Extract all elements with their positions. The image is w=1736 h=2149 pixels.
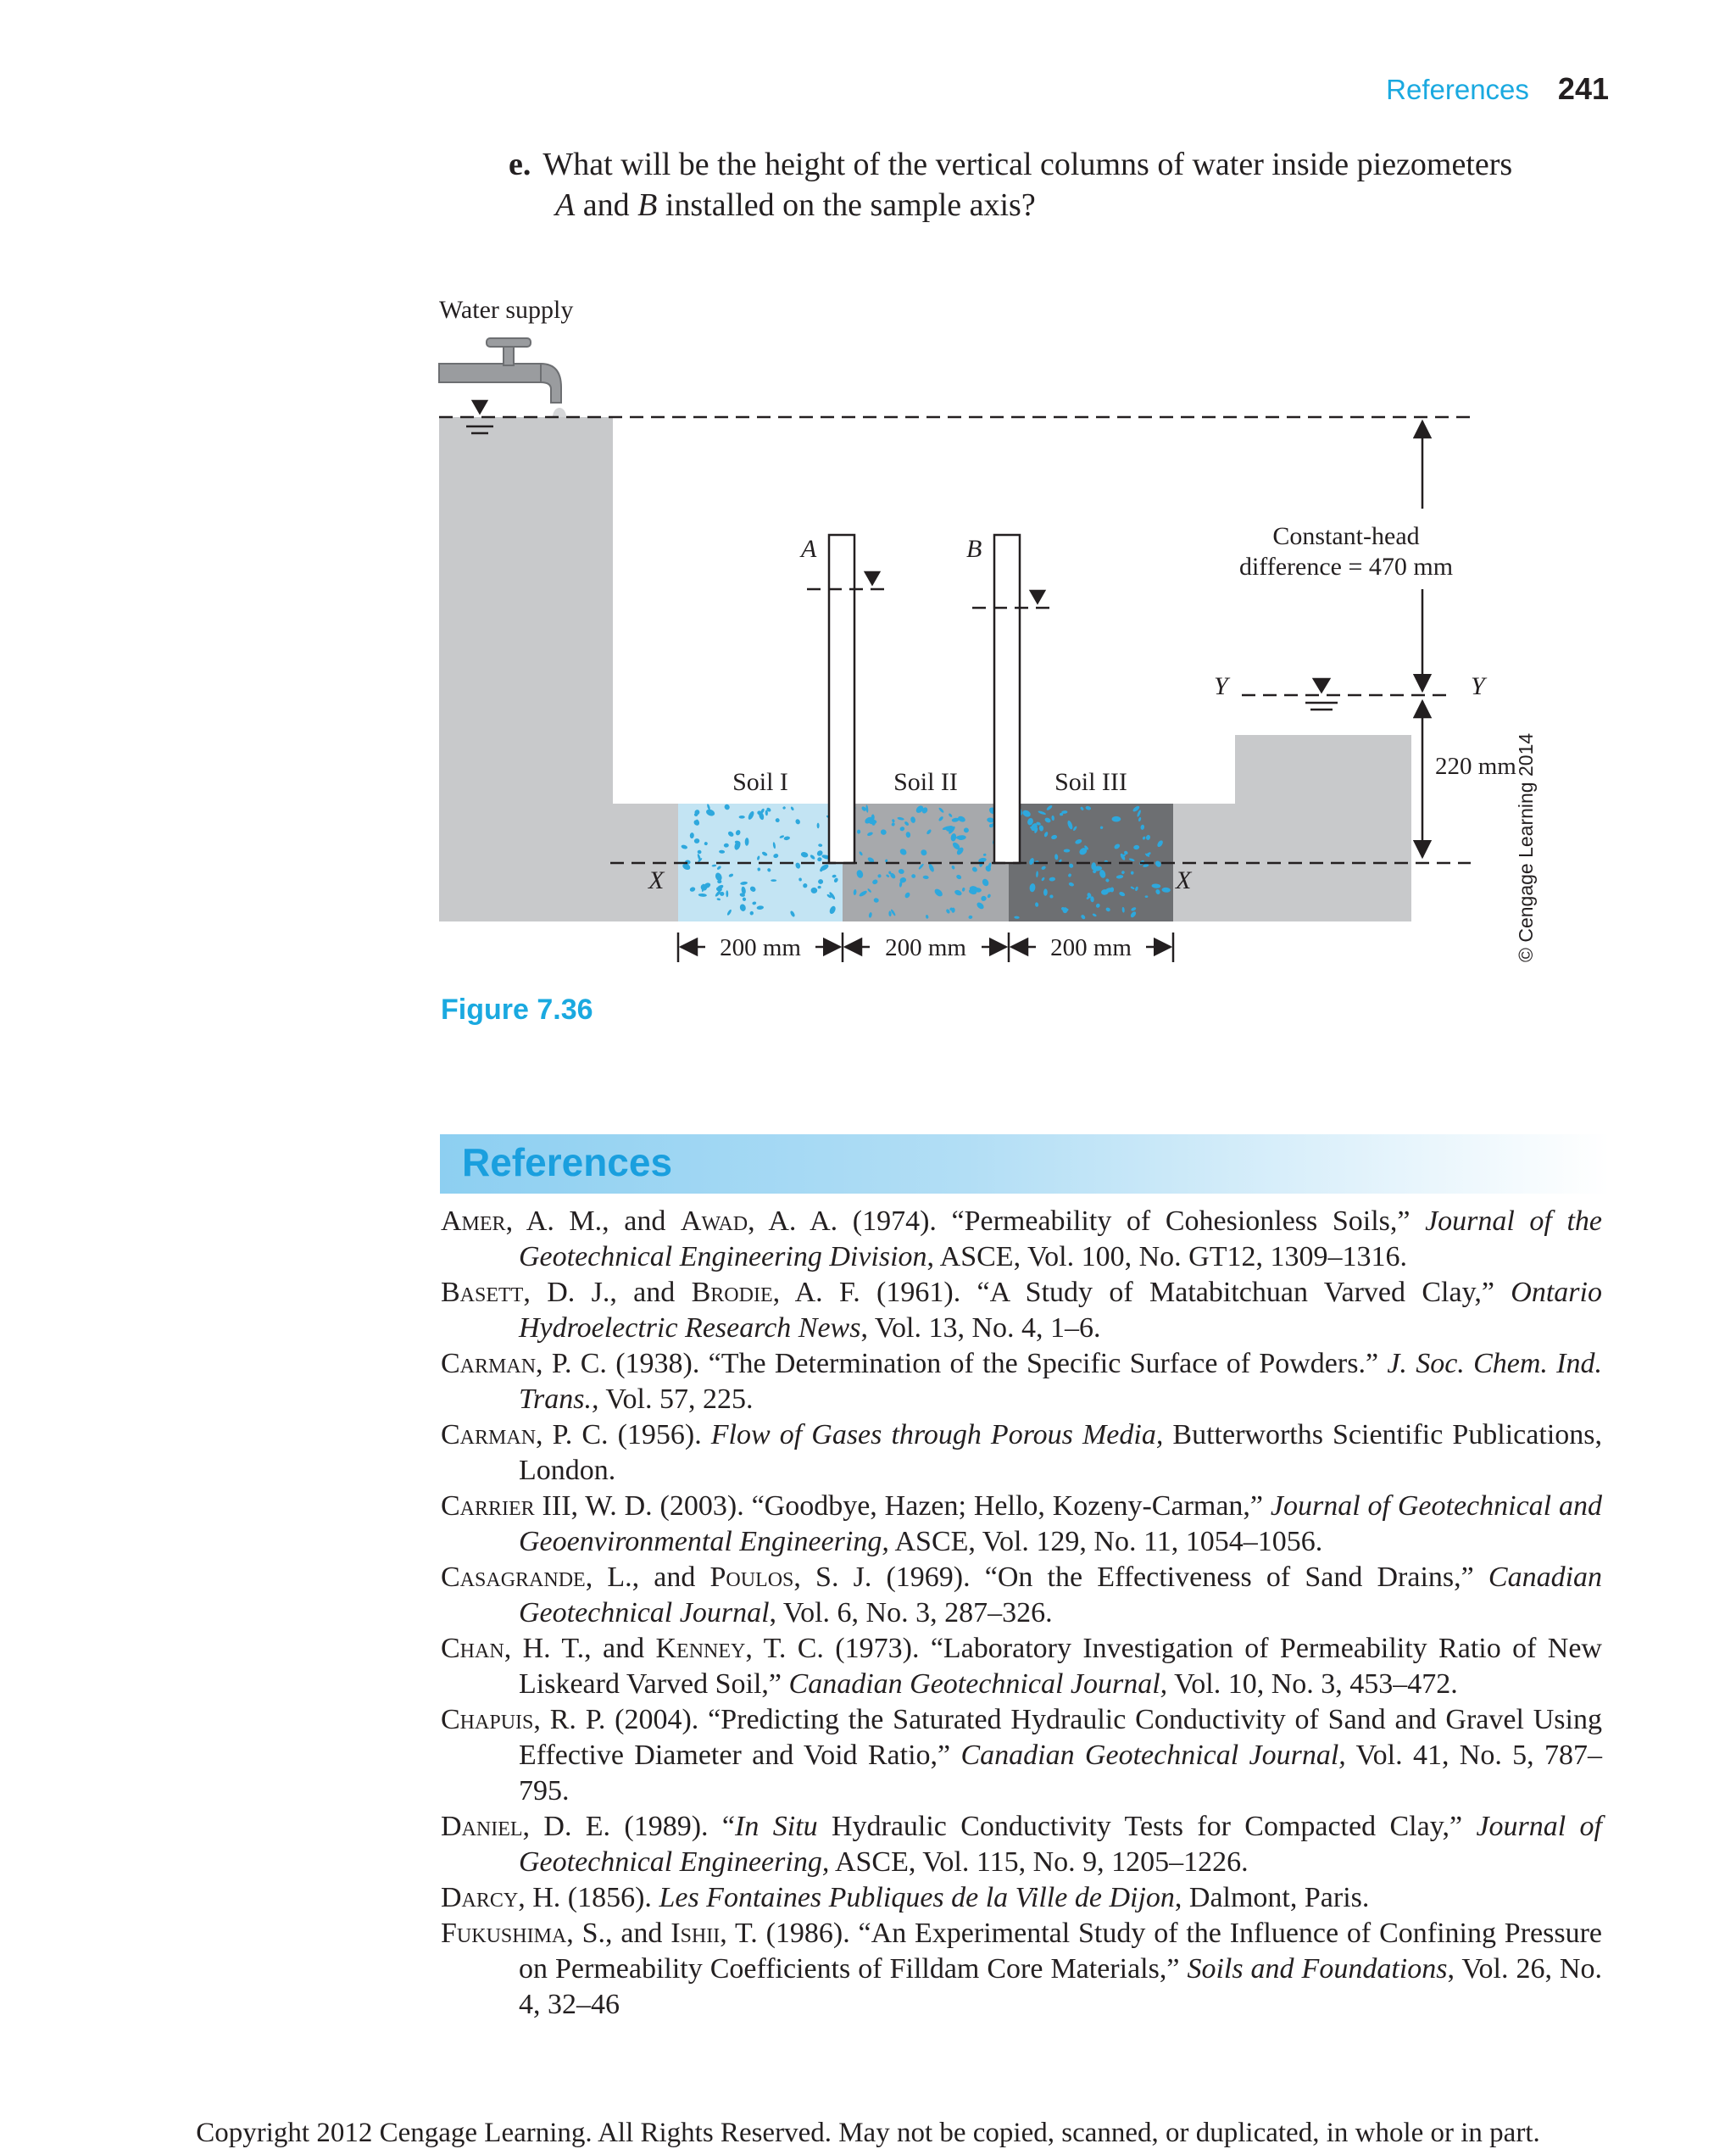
reference-tail: Vol. 10, No. 3, 453–472. [1167,1668,1458,1700]
reference-italic: Canadian Geotechnical Journal, [960,1740,1346,1771]
reference-author2: Ishii [670,1918,721,1949]
reference-rest2: , S. J. (1969). “On the Effectiveness of Sand Drains,” [793,1562,1488,1593]
reference-author2: Kenney [655,1633,746,1664]
reference-tail: ASCE, Vol. 129, No. 11, 1054–1056. [888,1526,1323,1557]
reference-rest1: , S., and [566,1918,671,1949]
water-supply-label: Water supply [439,296,574,324]
reference-author: Casagrande [441,1562,586,1593]
reference-italic: Journal of Geotechnical and Geoenvironmental Engineering, [519,1490,1602,1557]
reference-tail: , Vol. 26, No. 4, 32–46 [519,1953,1602,2020]
piezometer-a-label: A [801,535,817,563]
reference-rest1: , D. J., and [523,1277,692,1308]
reference-item [441,1560,1602,1631]
reference-tail: , ASCE, Vol. 100, No. GT12, 1309–1316. [926,1241,1407,1272]
reference-tail: , Dalmont, Paris. [1174,1882,1370,1913]
reference-rest2: , A. F. (1961). “A Study of Matabitchuan Varved Clay,” [772,1277,1511,1308]
reference-tail: Vol. 41, No. 5, 787–795. [519,1740,1602,1807]
reference-item [441,1809,1602,1880]
reference-rest1: , R. P. (2004). “Predicting the Saturated Hydraulic Conductivity of Sand and Gravel Using Effective Diameter and Void Ratio,” [519,1704,1602,1771]
soil-grain [771,879,776,882]
reference-author2: Awad [680,1205,748,1237]
reference-author: Darcy [441,1882,519,1913]
section-title: References [1386,74,1529,105]
piezometer-b-level-icon [1031,591,1044,603]
reference-author: Fukushima [441,1918,567,1949]
faucet-icon [439,338,561,403]
copyright-footer: Copyright 2012 Cengage Learning. All Rights Reserved. May not be copied, scanned, or duplicated, in whole or in part. [196,2118,1540,2148]
reference-item [441,1702,1602,1809]
reference-rest2: , T. C. (1973). “Laboratory Investigation of Permeability Ratio of New Liskeard Varved Soil,” [519,1633,1602,1700]
reference-italic: Journal of the Geotechnical Engineering Division [519,1205,1603,1272]
references-heading-banner [440,1134,1610,1194]
question-line-2: installed on the sample axis? [657,187,1036,223]
piezometer-a-level-icon [865,572,879,584]
reference-tail: , Vol. 6, No. 3, 287–326. [769,1597,1053,1628]
reference-italic: Canadian Geotechnical Journal [519,1562,1603,1628]
piezometer-b-tube [994,535,1020,863]
soil-grain [1112,816,1121,822]
reference-tail: Vol. 57, 225. [598,1383,754,1415]
reference-rest2: , A. A. (1974). “Permeability of Cohesionless Soils,” [748,1205,1426,1237]
head-difference-label-2: difference = 470 mm [1238,553,1454,581]
reference-italic: Ontario Hydroelectric Research News [519,1277,1602,1344]
soil-grain [739,816,745,819]
reference-rest1: , H. (1856). [518,1882,659,1913]
reference-rest2: , T. (1986). “An Experimental Study of the Influence of Confining Pressure on Permeability Coefficients of Filldam Core Materials,” [519,1918,1603,1985]
reference-author: Carman [441,1348,537,1379]
reference-author: Chapuis [441,1704,534,1735]
page-number: 241 [1557,71,1609,106]
permeability-test-diagram [415,284,1636,979]
dimension-soil-ii: 200 mm [885,934,966,961]
reference-author: Daniel [441,1811,523,1842]
reference-rest1: , P. C. (1956). [536,1419,711,1450]
reference-rest1: , P. C. (1938). “The Determination of the Specific Surface of Powders.” [536,1348,1388,1379]
height-220-label: 220 mm [1435,753,1516,780]
reference-list [441,1204,1602,2023]
figure-copyright: © Cengage Learning 2014 [1515,732,1537,962]
reference-tail2: ASCE, Vol. 115, No. 9, 1205–1226. [829,1846,1249,1878]
reference-author: Amer [441,1205,506,1237]
question-line-1: What will be the height of the vertical columns of water inside piezometers [542,147,1513,182]
reference-author2: Brodie [691,1277,773,1308]
reference-author: Chan [441,1633,504,1664]
reference-item [441,1275,1602,1346]
reference-italic: J. Soc. Chem. Ind. Trans., [519,1348,1603,1415]
reference-item [441,1204,1602,1275]
reference-tail: Butterworths Scientific Publications, London. [519,1419,1602,1486]
reference-rest1: , L., and [585,1562,710,1593]
reference-item [441,1916,1602,2023]
reference-author: Basett [441,1277,524,1308]
soil-grain [869,820,877,825]
y-label-left: Y [1214,672,1228,700]
reference-item [441,1417,1602,1489]
running-header [1386,71,1609,107]
reference-rest1: , H. T., and [504,1633,656,1664]
reference-italic: Canadian Geotechnical Journal, [788,1668,1168,1700]
x-label-right: X [1176,866,1192,894]
piezometer-b-ref: B [637,187,658,223]
reference-rest1: III, W. D. (2003). “Goodbye, Hazen; Hello, Kozeny-Carman,” [534,1490,1271,1522]
reference-item [441,1880,1602,1916]
dimension-soil-i: 200 mm [720,934,801,961]
reference-italic: Flow of Gases through Porous Media, [710,1419,1164,1450]
head-difference-label-1: Constant-head [1272,522,1420,550]
reference-item [441,1346,1602,1417]
reference-item [441,1631,1602,1702]
piezometer-b-label: B [966,535,982,563]
figure-caption: Figure 7.36 [441,994,593,1026]
reference-author: Carrier [441,1490,535,1522]
reference-italic: In Situ [735,1811,818,1842]
x-label-left: X [648,866,665,894]
question-e [509,144,1611,225]
reference-author2: Poulos [709,1562,794,1593]
piezometer-a-ref: A [555,187,576,223]
reference-item [441,1489,1602,1560]
soil-iii-label: Soil III [1054,768,1127,796]
reference-author: Carman [441,1419,537,1450]
reference-rest1: , D. E. (1989). “ [522,1811,736,1842]
reference-tail: Hydraulic Conductivity Tests for Compacted Clay,” [817,1811,1477,1842]
reference-italic: Soils and Foundations [1187,1953,1448,1985]
reference-tail: , Vol. 13, No. 4, 1–6. [860,1312,1101,1344]
question-and: and [575,187,638,223]
reference-italic: Les Fontaines Publiques de la Ville de Dijon [659,1882,1175,1913]
dimension-soil-iii: 200 mm [1050,934,1132,961]
soil-ii-label: Soil II [893,768,958,796]
reference-rest1: , A. M., and [505,1205,681,1237]
soil-i-label: Soil I [732,768,788,796]
references-heading: References [462,1140,673,1184]
reference-italic2: Journal of Geotechnical Engineering, [519,1811,1603,1878]
y-label-right: Y [1471,672,1485,700]
question-label: e. [509,147,531,182]
piezometer-a-tube [829,535,854,863]
